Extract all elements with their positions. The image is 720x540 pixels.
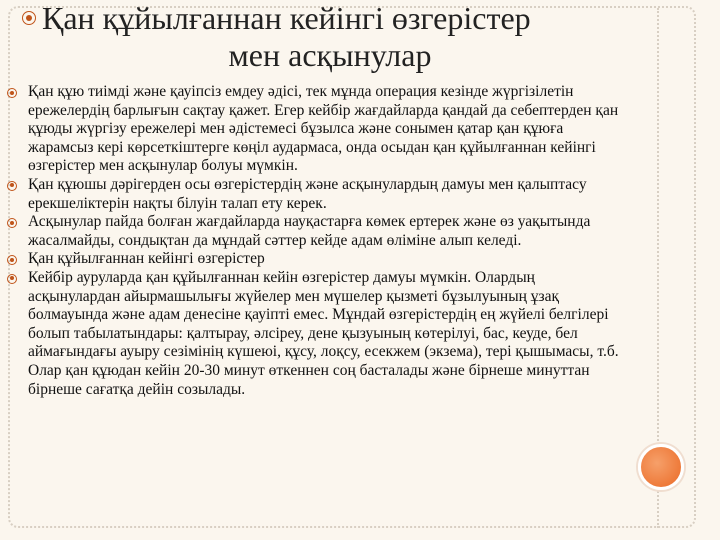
list-item xyxy=(28,250,626,269)
orange-circle-ornament xyxy=(638,444,684,490)
slide-title xyxy=(20,0,640,74)
bullet-icon xyxy=(7,181,17,191)
bullet-icon xyxy=(7,88,17,98)
title-line-2: мен асқынулар xyxy=(228,37,432,73)
title-bullet-icon xyxy=(22,11,36,25)
list-item-text: Қан құйылғаннан кейінгі өзгерістер xyxy=(28,250,265,268)
list-item xyxy=(28,176,626,213)
list-item xyxy=(28,83,626,176)
bullet-icon xyxy=(7,274,17,284)
list-item xyxy=(28,269,626,399)
list-item-text: Қан құю тиімді және қауіпсіз емдеу әдісі, тек мұнда операция кезінде жүргізілетін ережелердің барлығын сақтау қажет. Егер кейбір жағдайларда қандай да себептерден қан құюды жүргізу ережелері мен әдістемесі бұзылса және сонымен қатар қан құюға жарамсыз кері көрсеткіштерге көңіл аудармаса, онда осыдан қан құйылғаннан кейінгі өзгерістер мен асқынулар болуы мүмкін. xyxy=(28,83,619,175)
list-item-text: Кейбір ауруларда қан құйылғаннан кейін өзгерістер дамуы мүмкін. Олардың асқынулардан айырмашылығы жүйелер мен мүшелер қызметі бұзылуының ұзақ болмауында және адам денесіне қауіпті емес. Мұндай өзгерістердің ең жүйелі белгілері болып табылатындары: қалтырау, әлсіреу, дене қызуының көтерілуі, бас, кеуде, бел аймағындағы ауыру сезімінің күшеюі, құсу, лоқсу, есекжем (экзема), тері қышымасы, т.б. Олар қан құюдан кейін 20-30 минут өткеннен соң басталады және бірнеше минуттан бірнеше сағатқа дейін созылады. xyxy=(28,268,619,398)
bullet-list xyxy=(28,83,626,399)
title-line-1: Қан құйылғаннан кейінгі өзгерістер xyxy=(42,0,531,36)
list-item xyxy=(28,213,626,250)
list-item-text: Қан құюшы дәрігерден осы өзгерістердің және асқынулардың дамуы мен қалыптасу ерекшеліктерін нақты білуін талап ету керек. xyxy=(28,175,587,212)
list-item-text: Асқынулар пайда болған жағдайларда науқастарға көмек ертерек және өз уақытында жасалмайды, сондықтан да мұндай сәттер кейде адам өліміне алып келеді. xyxy=(28,213,591,249)
